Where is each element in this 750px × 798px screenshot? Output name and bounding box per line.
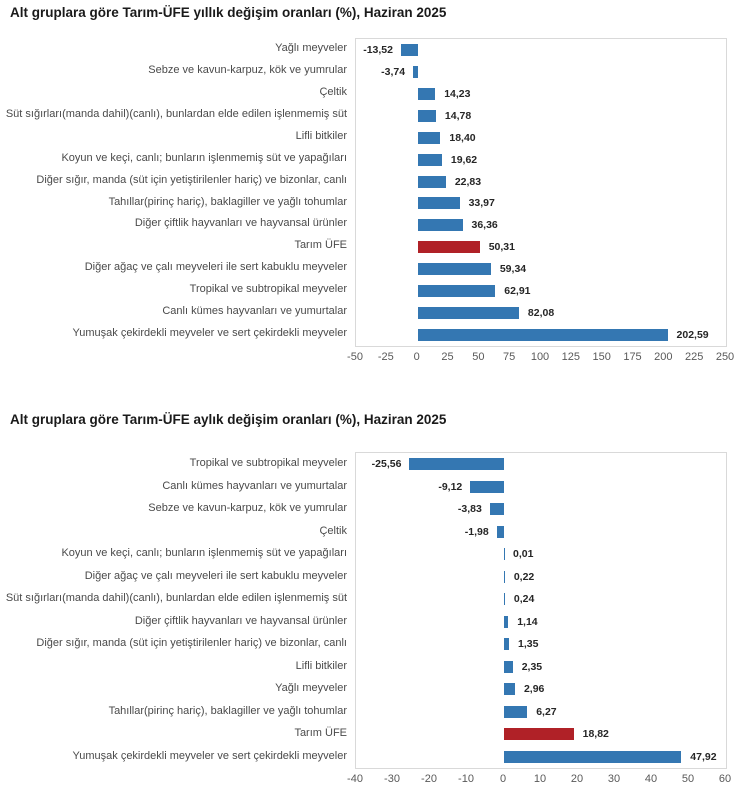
category-label: Tahıllar(pirinç hariç), baklagiller ve yağlı tohumlar (108, 704, 347, 717)
category-label: Sebze ve kavun-karpuz, kök ve yumrular (148, 63, 347, 76)
value-label: 2,35 (521, 660, 543, 673)
bar (504, 593, 505, 605)
axis-tick-label: 0 (499, 773, 507, 785)
category-label: Yağlı meyveler (275, 42, 347, 54)
value-label: -25,56 (371, 458, 402, 471)
category-label: Koyun ve keçi, canlı; bunların işlenmemiş süt ve yapağıları (61, 151, 347, 164)
value-label: -3,74 (381, 65, 406, 78)
category-label: Yumuşak çekirdekli meyveler ve sert çekirdekli meyveler (72, 327, 347, 340)
category-label: Yağlı meyveler (275, 682, 347, 694)
bar (418, 88, 436, 100)
axis-tick-label: 125 (561, 351, 581, 363)
bar (418, 285, 496, 297)
category-label: Diğer ağaç ve çalı meyveleri ile sert kabuklu meyveler (84, 261, 347, 274)
bar (409, 458, 504, 470)
value-label: 36,36 (471, 219, 498, 232)
value-label: 0,01 (513, 548, 534, 561)
axis-tick-label: -30 (384, 773, 400, 785)
bar (504, 751, 681, 763)
bar (418, 154, 442, 166)
axis-tick-label: 150 (592, 351, 611, 363)
category-label: Diğer sığır, manda (süt için yetiştirilenler hariç) ve bizonlar, canlı (36, 173, 347, 186)
category-label: Koyun ve keçi, canlı; bunların işlenmemiş süt ve yapağıları (61, 547, 347, 559)
value-label: 1,35 (517, 638, 539, 651)
value-label: 6,27 (536, 705, 557, 718)
axis-tick-label: -40 (347, 773, 363, 785)
bar (418, 307, 519, 319)
axis-tick-label: 100 (530, 351, 550, 363)
category-label: Diğer çiftlik hayvanları ve hayvansal ürünler (134, 217, 347, 230)
category-label: Süt sığırları(manda dahil)(canlı), bunlardan elde edilen işlenmemiş süt (5, 592, 347, 604)
axis-tick-label: 225 (684, 351, 704, 363)
highlight-bar (504, 728, 574, 740)
axis-tick-label: 0 (413, 351, 420, 363)
value-label: 18,40 (449, 131, 476, 144)
axis-tick-label: 250 (715, 351, 735, 363)
axis-tick-label: -20 (421, 773, 437, 785)
value-label: 47,92 (690, 750, 717, 763)
monthly-change-chart (0, 402, 750, 798)
bar (504, 683, 515, 695)
value-label: -9,12 (438, 480, 463, 493)
bar (413, 66, 418, 78)
bar (418, 110, 436, 122)
value-label: -13,52 (363, 43, 393, 56)
axis-tick-label: -50 (347, 351, 363, 363)
value-label: 33,97 (468, 197, 495, 210)
value-label: 202,59 (676, 329, 709, 342)
value-label: 14,23 (444, 87, 471, 100)
bar (401, 44, 418, 56)
bar (418, 197, 460, 209)
bar (418, 329, 668, 341)
bar (490, 503, 504, 515)
axis-tick-label: 20 (570, 773, 584, 785)
category-label: Tropikal ve subtropikal meyveler (189, 457, 347, 469)
value-label: 22,83 (454, 175, 482, 188)
category-label: Lifli bitkiler (295, 659, 347, 672)
chart-title: Alt gruplara göre Tarım-ÜFE yıllık değişim oranları (%), Haziran 2025 (10, 5, 447, 20)
value-label: 62,91 (504, 285, 531, 298)
category-label: Lifli bitkiler (295, 129, 347, 142)
x-axis (347, 351, 735, 365)
bar (418, 219, 463, 231)
axis-tick-label: 50 (681, 773, 695, 785)
x-axis (347, 773, 732, 787)
bar (504, 638, 509, 650)
category-label: Yumuşak çekirdekli meyveler ve sert çekirdekli meyveler (72, 749, 347, 762)
bar (504, 616, 508, 628)
axis-tick-label: -25 (377, 351, 394, 363)
category-label: Diğer sığır, manda (süt için yetiştirilenler hariç) ve bizonlar, canlı (36, 637, 347, 649)
plot-area (355, 452, 727, 769)
bar (418, 132, 441, 144)
category-label: Tahıllar(pirinç hariç), baklagiller ve yağlı tohumlar (108, 195, 347, 208)
category-label: Tarım ÜFE (294, 727, 347, 739)
category-label: Sebze ve kavun-karpuz, kök ve yumrular (148, 502, 347, 514)
category-label: Tarım ÜFE (294, 239, 347, 252)
category-label: Tropikal ve subtropikal meyveler (189, 283, 347, 296)
bar (504, 706, 527, 718)
value-label: -1,98 (464, 525, 489, 538)
category-label: Çeltik (319, 524, 347, 537)
category-label: Çeltik (319, 85, 347, 98)
axis-tick-label: -10 (458, 773, 474, 785)
axis-tick-label: 10 (533, 773, 547, 785)
axis-tick-label: 175 (623, 351, 642, 363)
axis-tick-label: 60 (718, 773, 732, 785)
axis-tick-label: 25 (441, 351, 454, 363)
axis-tick-label: 40 (644, 773, 658, 785)
value-label: 82,08 (527, 307, 555, 320)
bar (504, 661, 513, 673)
category-label: Canlı kümes hayvanları ve yumurtalar (162, 305, 347, 318)
bar (504, 548, 505, 560)
category-label: Diğer çiftlik hayvanları ve hayvansal ürünler (134, 614, 347, 627)
bar (418, 263, 491, 275)
axis-tick-label: 50 (472, 351, 485, 363)
value-label: 0,22 (513, 570, 535, 583)
axis-tick-label: 75 (503, 351, 516, 363)
value-label: 50,31 (488, 241, 515, 254)
value-label: -3,83 (457, 503, 482, 516)
axis-tick-label: 200 (654, 351, 673, 363)
value-label: 0,24 (513, 593, 535, 606)
axis-tick-label: 30 (607, 773, 621, 785)
value-label: 59,34 (499, 263, 527, 276)
highlight-bar (418, 241, 480, 253)
plot-area (355, 38, 727, 347)
bar (470, 481, 504, 493)
value-label: 14,78 (444, 109, 472, 122)
value-label: 18,82 (582, 728, 609, 741)
category-label: Süt sığırları(manda dahil)(canlı), bunlardan elde edilen işlenmemiş süt (5, 107, 347, 120)
bar (497, 526, 504, 538)
category-label: Diğer ağaç ve çalı meyveleri ile sert kabuklu meyveler (84, 569, 347, 582)
chart-title: Alt gruplara göre Tarım-ÜFE aylık değişim oranları (%), Haziran 2025 (10, 412, 447, 427)
value-label: 1,14 (517, 615, 538, 628)
bar (418, 176, 446, 188)
bar (504, 571, 505, 583)
value-label: 19,62 (450, 153, 478, 166)
category-label: Canlı kümes hayvanları ve yumurtalar (162, 479, 347, 492)
value-label: 2,96 (523, 683, 545, 696)
